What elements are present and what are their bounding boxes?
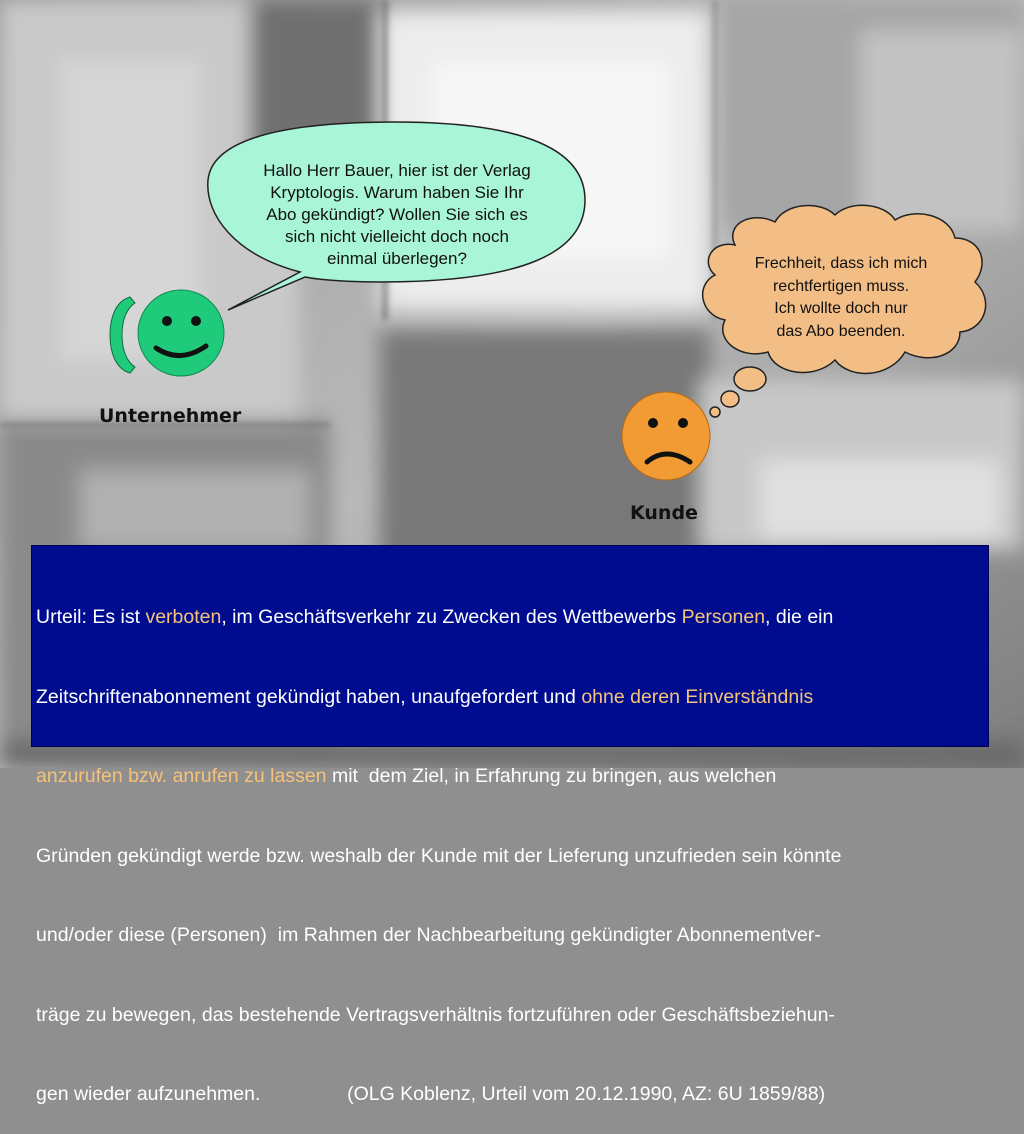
verdict-segment: und/oder diese (Personen) im Rahmen der Nachbearbeitung gekündigter Abonnementver- [36,924,821,946]
speech-line: einmal überlegen? [327,249,467,268]
thought-line: Frechheit, dass ich mich [754,255,928,272]
verdict-line [36,922,986,949]
customer-label: Kunde [630,502,698,524]
speech-line: Hallo Herr Bauer, hier ist der Verlag [263,161,531,180]
speech-line: Abo gekündigt? Wollen Sie sich es [266,205,528,224]
verdict-segment: , die ein [765,606,834,628]
thought-bubble-text [716,253,966,343]
verdict-text [36,551,986,1134]
verdict-segment: träge zu bewegen, das bestehende Vertragsverhältnis fortzuführen oder Geschäftsbeziehun- [36,1003,835,1026]
verdict-segment: , im Geschäftsverkehr zu Zwecken des Wettbewerbs [221,606,682,628]
verdict-highlight: ohne deren Einverständnis [581,685,814,708]
verdict-highlight: verboten [145,606,222,628]
speech-line: Kryptologis. Warum haben Sie Ihr [270,183,524,202]
verdict-highlight: Personen [681,606,766,628]
company-label: Unternehmer [99,405,242,427]
thought-line: rechtfertigen muss. [772,277,910,295]
verdict-line [36,1002,986,1029]
verdict-highlight: anzurufen bzw. anrufen zu lassen [36,765,327,787]
verdict-line [36,604,986,631]
verdict-line [36,763,986,790]
verdict-segment: Gründen gekündigt werde bzw. weshalb der Kunde mit der Lieferung unzufrieden sein könnte [36,844,842,867]
speech-line: sich nicht vielleicht doch noch [285,227,509,246]
thought-line: Ich wollte doch nur [774,300,908,317]
sad-face-icon [620,390,712,482]
happy-face-icon [136,288,226,378]
verdict-line [36,1081,986,1108]
thought-line: das Abo beenden. [776,322,906,340]
verdict-segment: Urteil: Es ist [36,606,146,628]
verdict-line [36,684,986,711]
verdict-segment: mit dem Ziel, in Erfahrung zu bringen, aus welchen [326,765,777,787]
verdict-segment: Zeitschriftenabonnement gekündigt haben, unaufgefordert und [36,685,582,708]
verdict-segment: gen wieder aufzunehmen. (OLG Koblenz, Urteil vom 20.12.1990, AZ: 6U 1859/88) [36,1083,826,1105]
verdict-line [36,843,986,870]
